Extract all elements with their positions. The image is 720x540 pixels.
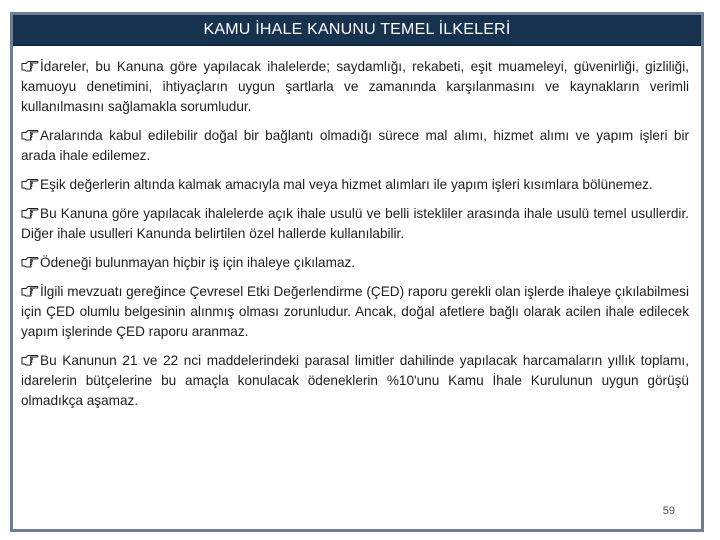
pointing-hand-icon: [21, 178, 39, 190]
paragraph-text: Bu Kanunun 21 ve 22 nci maddelerindeki parasal limitler dahilinde yapılacak harcamaların yıllık toplamı, idarelerin bütçelerine bu amaçla konulacak ödeneklerin %10'unu Kamu İhale Kurulunun uygun görüşü olmadıkça aşamaz.: [21, 353, 689, 408]
pointing-hand-icon: [21, 129, 39, 141]
paragraph-5: [21, 253, 689, 273]
paragraph-4: [21, 204, 689, 244]
page-number: 59: [662, 505, 675, 517]
paragraph-1: [21, 57, 689, 117]
pointing-hand-icon: [21, 207, 39, 219]
paragraph-3: [21, 175, 689, 195]
pointing-hand-icon: [21, 354, 39, 366]
paragraph-text: İdareler, bu Kanuna göre yapılacak ihalelerde; saydamlığı, rekabeti, eşit muameleyi, güvenirliği, gizliliği, kamuoyu denetimini, ihtiyaçların uygun şartlarla ve zamanında karşılanmasını ve kaynakların verimli kullanılmasını sağlamakla sorumludur.: [21, 59, 689, 114]
slide-title: KAMU İHALE KANUNU TEMEL İLKELERİ: [203, 21, 511, 38]
slide: [10, 12, 704, 532]
pointing-hand-icon: [21, 60, 39, 72]
title-bar: [13, 15, 701, 46]
pointing-hand-icon: [21, 285, 39, 297]
paragraph-text: Bu Kanuna göre yapılacak ihalelerde açık ihale usulü ve belli istekliler arasında ihale usulü temel usullerdir. Diğer ihale usulleri Kanunda belirtilen özel hallerde kullanılabilir.: [21, 206, 689, 241]
paragraph-text: Ödeneği bulunmayan hiçbir iş için ihaleye çıkılamaz.: [40, 255, 356, 270]
content-area: [21, 57, 689, 420]
paragraph-6: [21, 282, 689, 342]
paragraph-text: Aralarında kabul edilebilir doğal bir bağlantı olmadığı sürece mal alımı, hizmet alımı ve yapım işleri bir arada ihale edilemez.: [21, 128, 689, 163]
paragraph-text: İlgili mevzuatı gereğince Çevresel Etki Değerlendirme (ÇED) raporu gerekli olan işlerde ihaleye çıkılabilmesi için ÇED olumlu belgesinin alınmış olması zorunludur. Ancak, doğal afetlere bağlı olarak acilen ihale edilecek yapım işlerinde ÇED raporu aranmaz.: [21, 284, 689, 339]
pointing-hand-icon: [21, 256, 39, 268]
paragraph-2: [21, 126, 689, 166]
paragraph-text: Eşik değerlerin altında kalmak amacıyla mal veya hizmet alımları ile yapım işleri kısımlara bölünemez.: [40, 177, 653, 192]
paragraph-7: [21, 351, 689, 411]
